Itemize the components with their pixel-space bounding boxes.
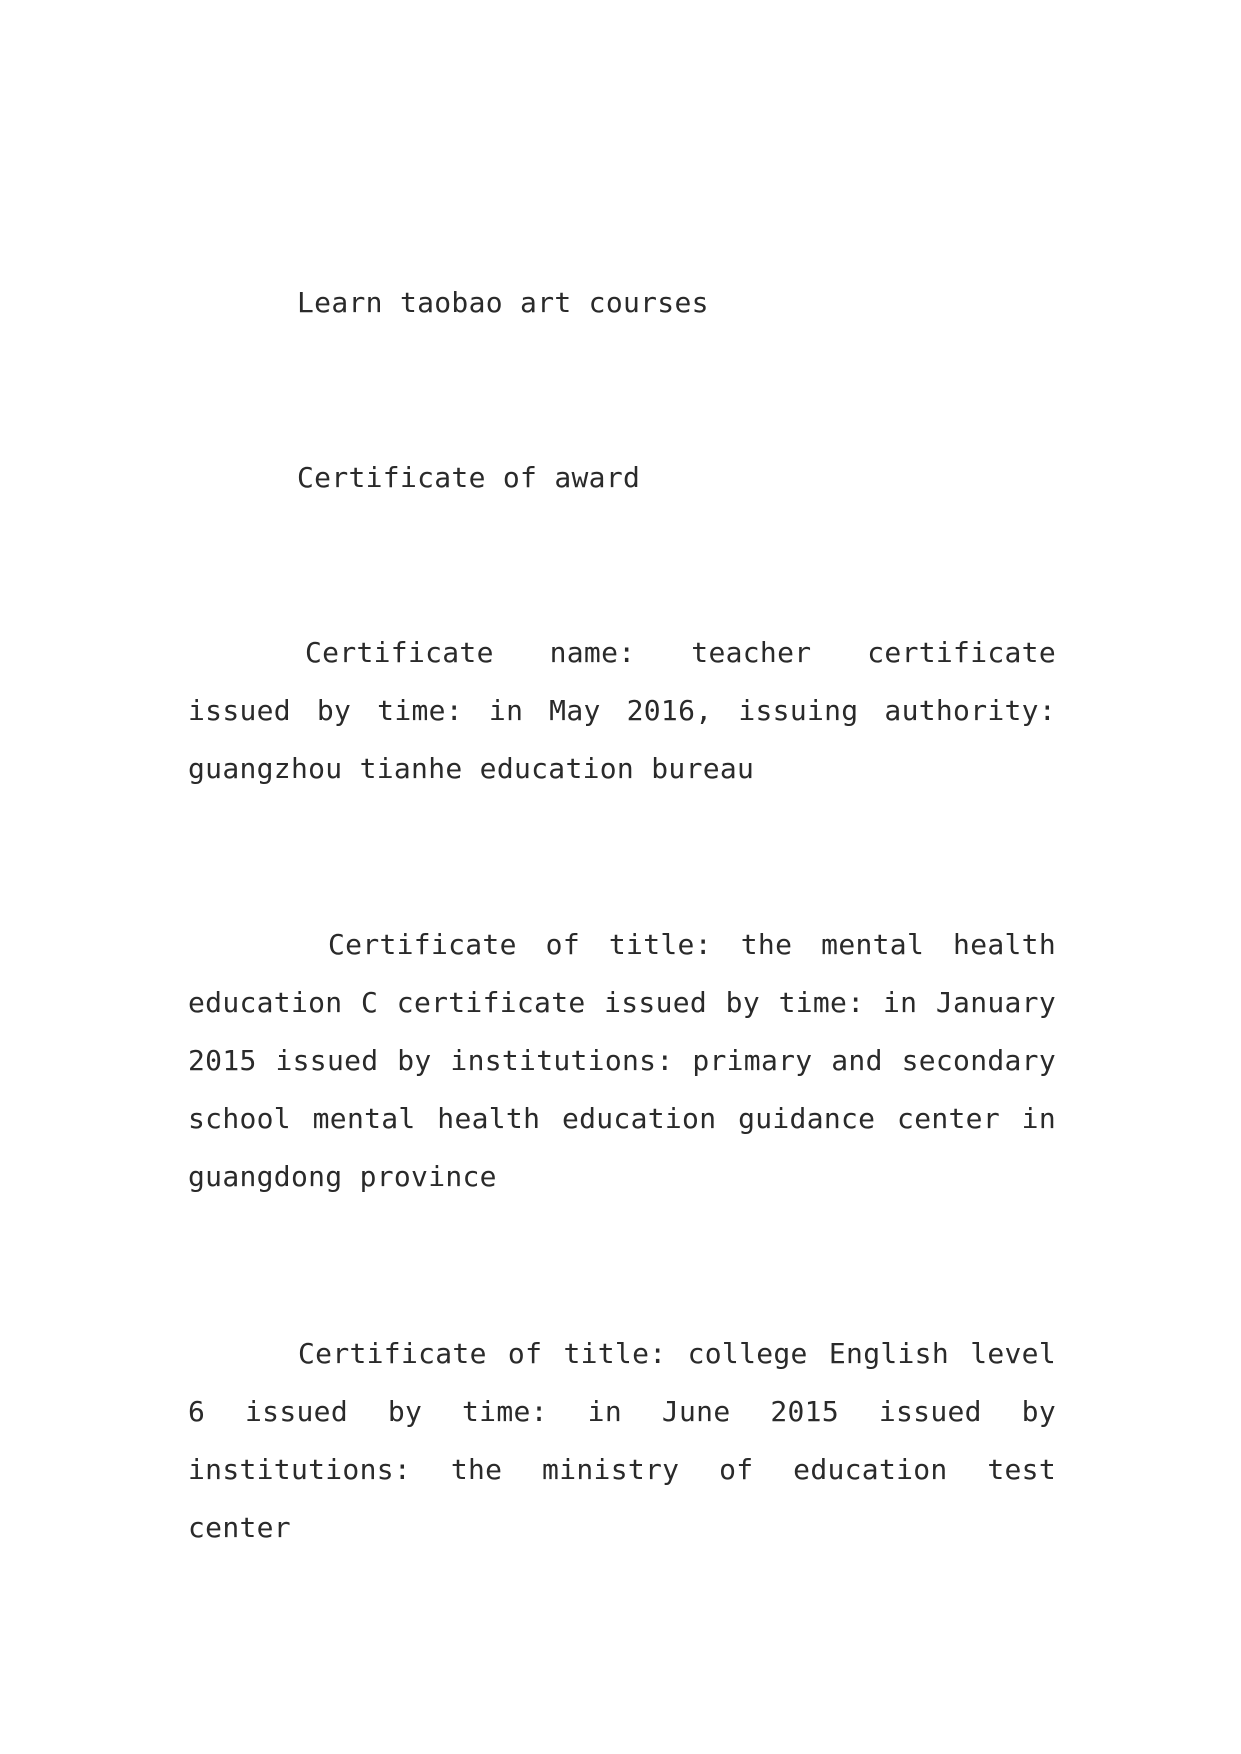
certificate-paragraph-english: Certificate of title: college English level 6 issued by time: in June 2015 issued by institutions: the ministry of education test center — [188, 1337, 1056, 1544]
document-heading-course: Learn taobao art courses — [297, 286, 709, 319]
document-heading-award: Certificate of award — [297, 461, 641, 494]
certificate-paragraph-teacher: Certificate name: teacher certificate issued by time: in May 2016, issuing authority: guangzhou tianhe education bureau — [188, 636, 1056, 785]
certificate-paragraph-mental-health: Certificate of title: the mental health education C certificate issued by time: in January 2015 issued by institutions: primary and secondary school mental health education guidance center in guangdong province — [188, 928, 1056, 1193]
